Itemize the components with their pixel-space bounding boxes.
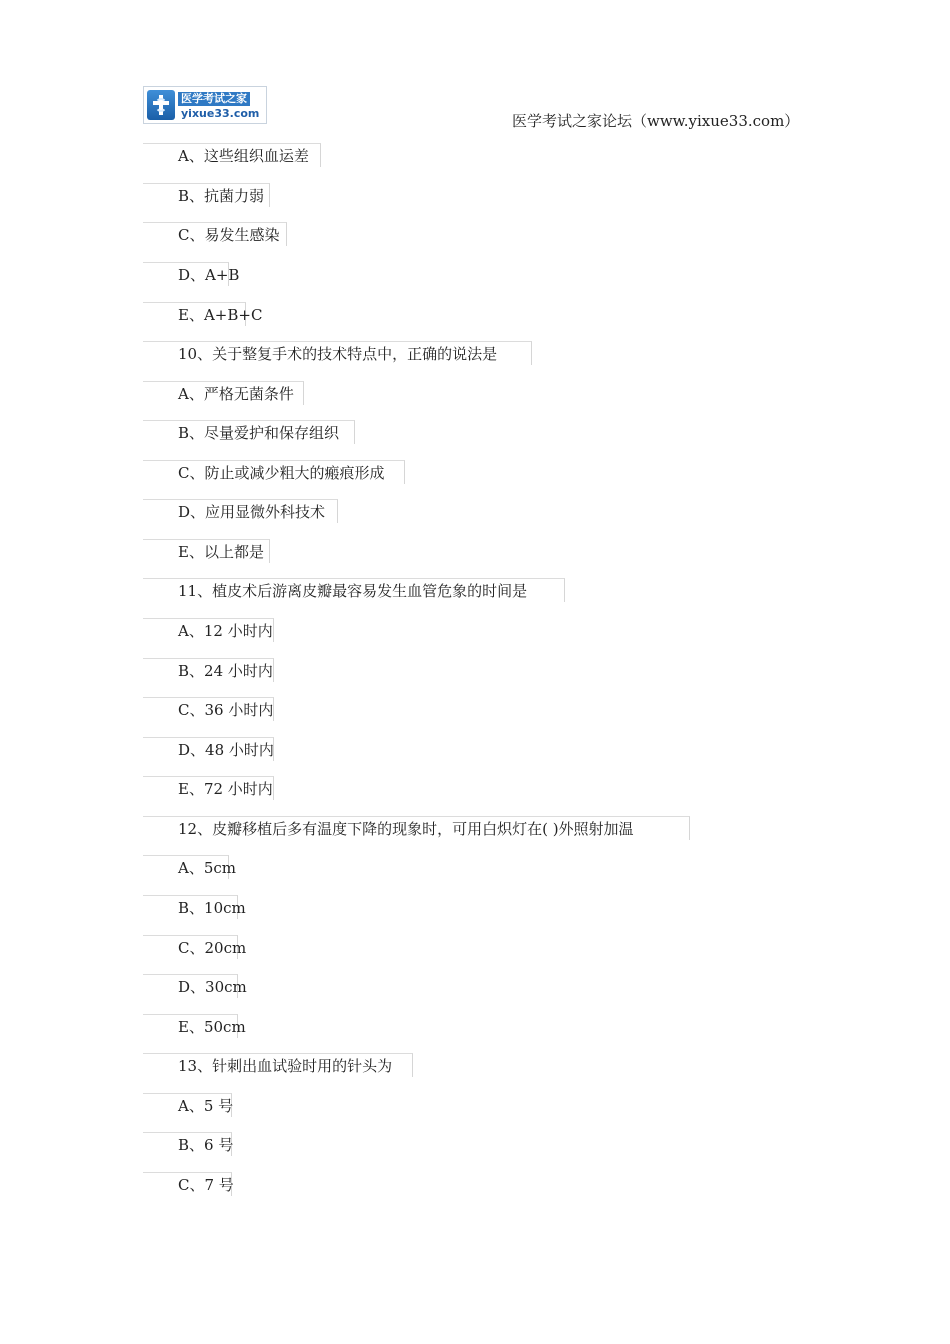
option-line	[143, 974, 247, 998]
option-line	[143, 776, 274, 800]
option-line	[143, 183, 270, 207]
option-line	[143, 895, 246, 919]
option-line	[143, 1172, 232, 1196]
option-text: C、20cm	[178, 939, 247, 957]
logo-domain-text: yixue33.com	[181, 107, 260, 120]
logo-chinese-text: 医学考试之家	[178, 92, 250, 106]
option-line	[143, 262, 240, 286]
option-line	[143, 1132, 232, 1156]
option-text: A、这些组织血运差	[178, 147, 309, 165]
option-text: D、A+B	[178, 266, 240, 284]
option-text: C、防止或减少粗大的瘢痕形成	[178, 464, 385, 482]
header-site-title: 医学考试之家论坛（www.yixue33.com）	[512, 112, 800, 130]
question-text: 12、皮瓣移植后多有温度下降的现象时，可用白炽灯在( )外照射加温	[178, 820, 634, 838]
question-text: 11、植皮术后游离皮瓣最容易发生血管危象的时间是	[178, 582, 528, 600]
option-line	[143, 143, 321, 167]
option-line	[143, 618, 274, 642]
option-line	[143, 381, 304, 405]
question-text: 10、关于整复手术的技术特点中，正确的说法是	[178, 345, 498, 363]
option-text: D、48 小时内	[178, 741, 274, 759]
option-text: C、易发生感染	[178, 226, 280, 244]
option-text: B、尽量爱护和保存组织	[178, 424, 340, 442]
option-line	[143, 460, 405, 484]
option-line	[143, 302, 263, 326]
option-line	[143, 658, 274, 682]
option-text: A、5cm	[178, 859, 237, 877]
option-text: C、36 小时内	[178, 701, 274, 719]
option-text: B、10cm	[178, 899, 246, 917]
option-line	[143, 697, 274, 721]
option-line	[143, 737, 274, 761]
question-line	[143, 1053, 413, 1077]
question-text: 13、针刺出血试验时用的针头为	[178, 1057, 393, 1075]
option-text: E、50cm	[178, 1018, 246, 1036]
option-text: A、5 号	[178, 1097, 234, 1115]
option-text: C、7 号	[178, 1176, 234, 1194]
option-text: D、应用显微外科技术	[178, 503, 326, 521]
option-line	[143, 1093, 232, 1117]
option-text: E、以上都是	[178, 543, 264, 561]
site-logo[interactable]	[143, 86, 267, 124]
option-line	[143, 499, 338, 523]
option-line	[143, 420, 355, 444]
option-text: B、6 号	[178, 1136, 234, 1154]
question-line	[143, 578, 565, 602]
option-text: E、72 小时内	[178, 780, 273, 798]
option-line	[143, 222, 287, 246]
option-line	[143, 1014, 246, 1038]
option-text: A、12 小时内	[178, 622, 273, 640]
option-text: E、A+B+C	[178, 306, 263, 324]
option-text: B、抗菌力弱	[178, 187, 265, 205]
option-text: D、30cm	[178, 978, 247, 996]
option-text: A、严格无菌条件	[178, 385, 294, 403]
option-text: B、24 小时内	[178, 662, 273, 680]
option-line	[143, 855, 237, 879]
question-line	[143, 816, 690, 840]
option-line	[143, 935, 247, 959]
option-line	[143, 539, 270, 563]
medical-cross-icon	[147, 90, 175, 120]
question-line	[143, 341, 532, 365]
